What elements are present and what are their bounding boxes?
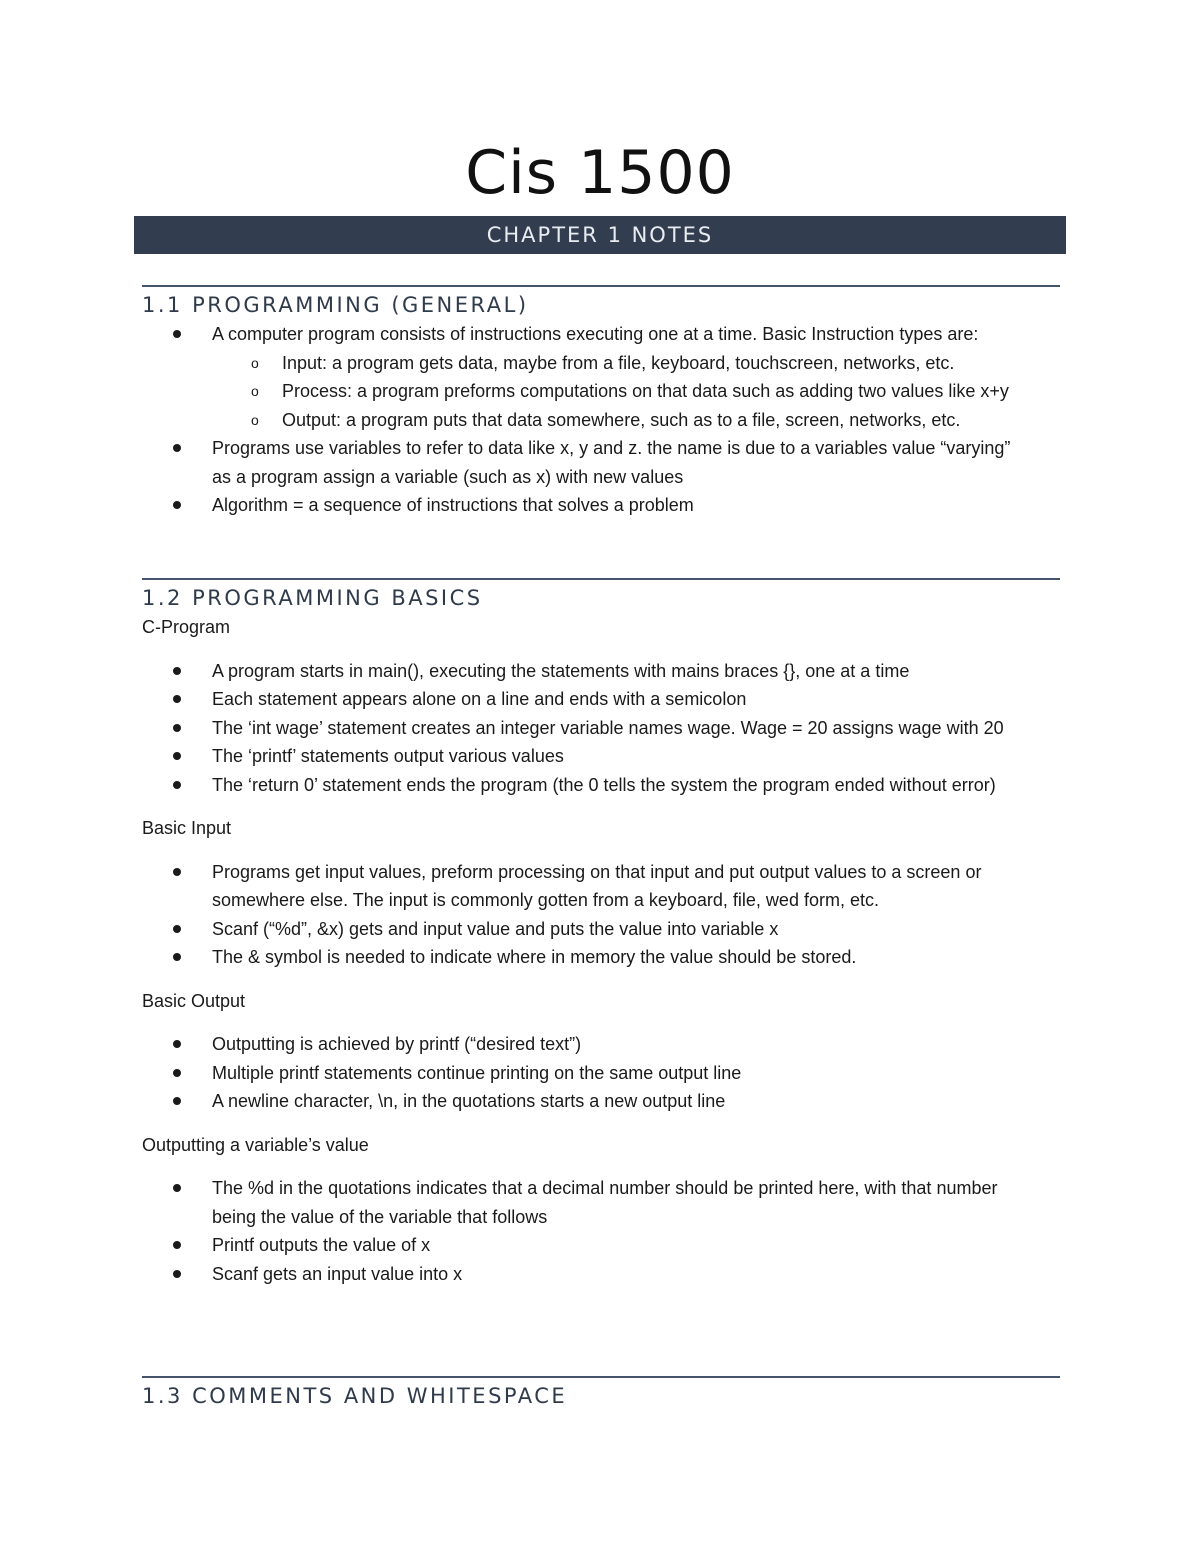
list-item: The & symbol is needed to indicate where in memory the value should be stored. [142,943,1060,972]
section-heading: 1.3 COMMENTS AND WHITESPACE [142,1384,568,1408]
list-item: Outputting is achieved by printf (“desired text”) [142,1030,1060,1059]
list-item: Programs use variables to refer to data like x, y and z. the name is due to a variables value “varying” as a program assign a variable (such as x) with new values [142,434,1060,491]
section-1-1 [142,285,1060,520]
group-label: Outputting a variable’s value [142,1134,369,1155]
bullet-icon [173,330,181,338]
list-item: A newline character, \n, in the quotations starts a new output line [142,1087,1060,1116]
list-item: Scanf (“%d”, &x) gets and input value and puts the value into variable x [142,915,1060,944]
list-item: Algorithm = a sequence of instructions that solves a problem [142,491,1060,520]
circle-bullet-icon: o [251,411,259,428]
list-item: A program starts in main(), executing the statements with mains braces {}, one at a time [142,657,1060,686]
bullet-icon [173,1241,181,1249]
list-item: A computer program consists of instructions executing one at a time. Basic Instruction types are: o Input: a program gets data, maybe from a file, keyboard, touchscreen, networks, etc. o Process: a program preforms computations on that data such as adding two values like x+y o Output: a program puts that data somewhere, such as to a file, screen, networks, etc. [142,320,1060,434]
list-item: Multiple printf statements continue printing on the same output line [142,1059,1060,1088]
bullet-list [142,858,1060,972]
list-item: The ‘return 0’ statement ends the program (the 0 tells the system the program ended without error) [142,771,1060,800]
bullet-icon [173,1270,181,1278]
bullet-icon [173,695,181,703]
list-item: Scanf gets an input value into x [142,1260,1060,1289]
bullet-icon [173,444,181,452]
group-label: C-Program [142,617,231,637]
list-item: Printf outputs the value of x [142,1231,1060,1260]
section-heading: 1.1 PROGRAMMING (GENERAL) [142,293,529,317]
sub-bullet-list [142,349,1060,435]
list-item: Programs get input values, preform processing on that input and put output values to a screen or somewhere else. The input is commonly gotten from a keyboard, file, wed form, etc. [142,858,1060,915]
section-1-3 [142,1376,1060,1411]
bullet-icon [173,868,181,876]
sub-list-item: o Output: a program puts that data somewhere, such as to a file, screen, networks, etc. [142,406,1060,435]
list-item: The ‘int wage’ statement creates an integer variable names wage. Wage = 20 assigns wage with 20 [142,714,1060,743]
sub-list-item: o Input: a program gets data, maybe from a file, keyboard, touchscreen, networks, etc. [142,349,1060,378]
bullet-icon [173,1069,181,1077]
section-heading: 1.2 PROGRAMMING BASICS [142,586,483,610]
bullet-list [142,1174,1060,1288]
bullet-icon [173,925,181,933]
section-1-2 [142,578,1060,1288]
bullet-list [142,320,1060,520]
list-item: The %d in the quotations indicates that a decimal number should be printed here, with that number being the value of the variable that follows [142,1174,1060,1231]
bullet-icon [173,724,181,732]
list-item: The ‘printf’ statements output various values [142,742,1060,771]
bullet-icon [173,1184,181,1192]
bullet-icon [173,781,181,789]
bullet-icon [173,1040,181,1048]
list-item: Each statement appears alone on a line and ends with a semicolon [142,685,1060,714]
bullet-list [142,1030,1060,1116]
section-divider [142,1376,1060,1378]
section-divider [142,285,1060,287]
chapter-banner: CHAPTER 1 NOTES [134,216,1066,254]
circle-bullet-icon: o [251,354,259,371]
section-divider [142,578,1060,580]
group-label: Basic Input [142,818,232,838]
bullet-icon [173,953,181,961]
group-label: Basic Output [142,990,246,1011]
bullet-icon [173,667,181,675]
bullet-icon [173,752,181,760]
page-title: Cis 1500 [465,138,735,208]
bullet-icon [173,501,181,509]
bullet-icon [173,1097,181,1105]
circle-bullet-icon: o [251,383,259,399]
sub-list-item: o Process: a program preforms computations on that data such as adding two values like x+y [142,377,1060,406]
bullet-list [142,657,1060,800]
